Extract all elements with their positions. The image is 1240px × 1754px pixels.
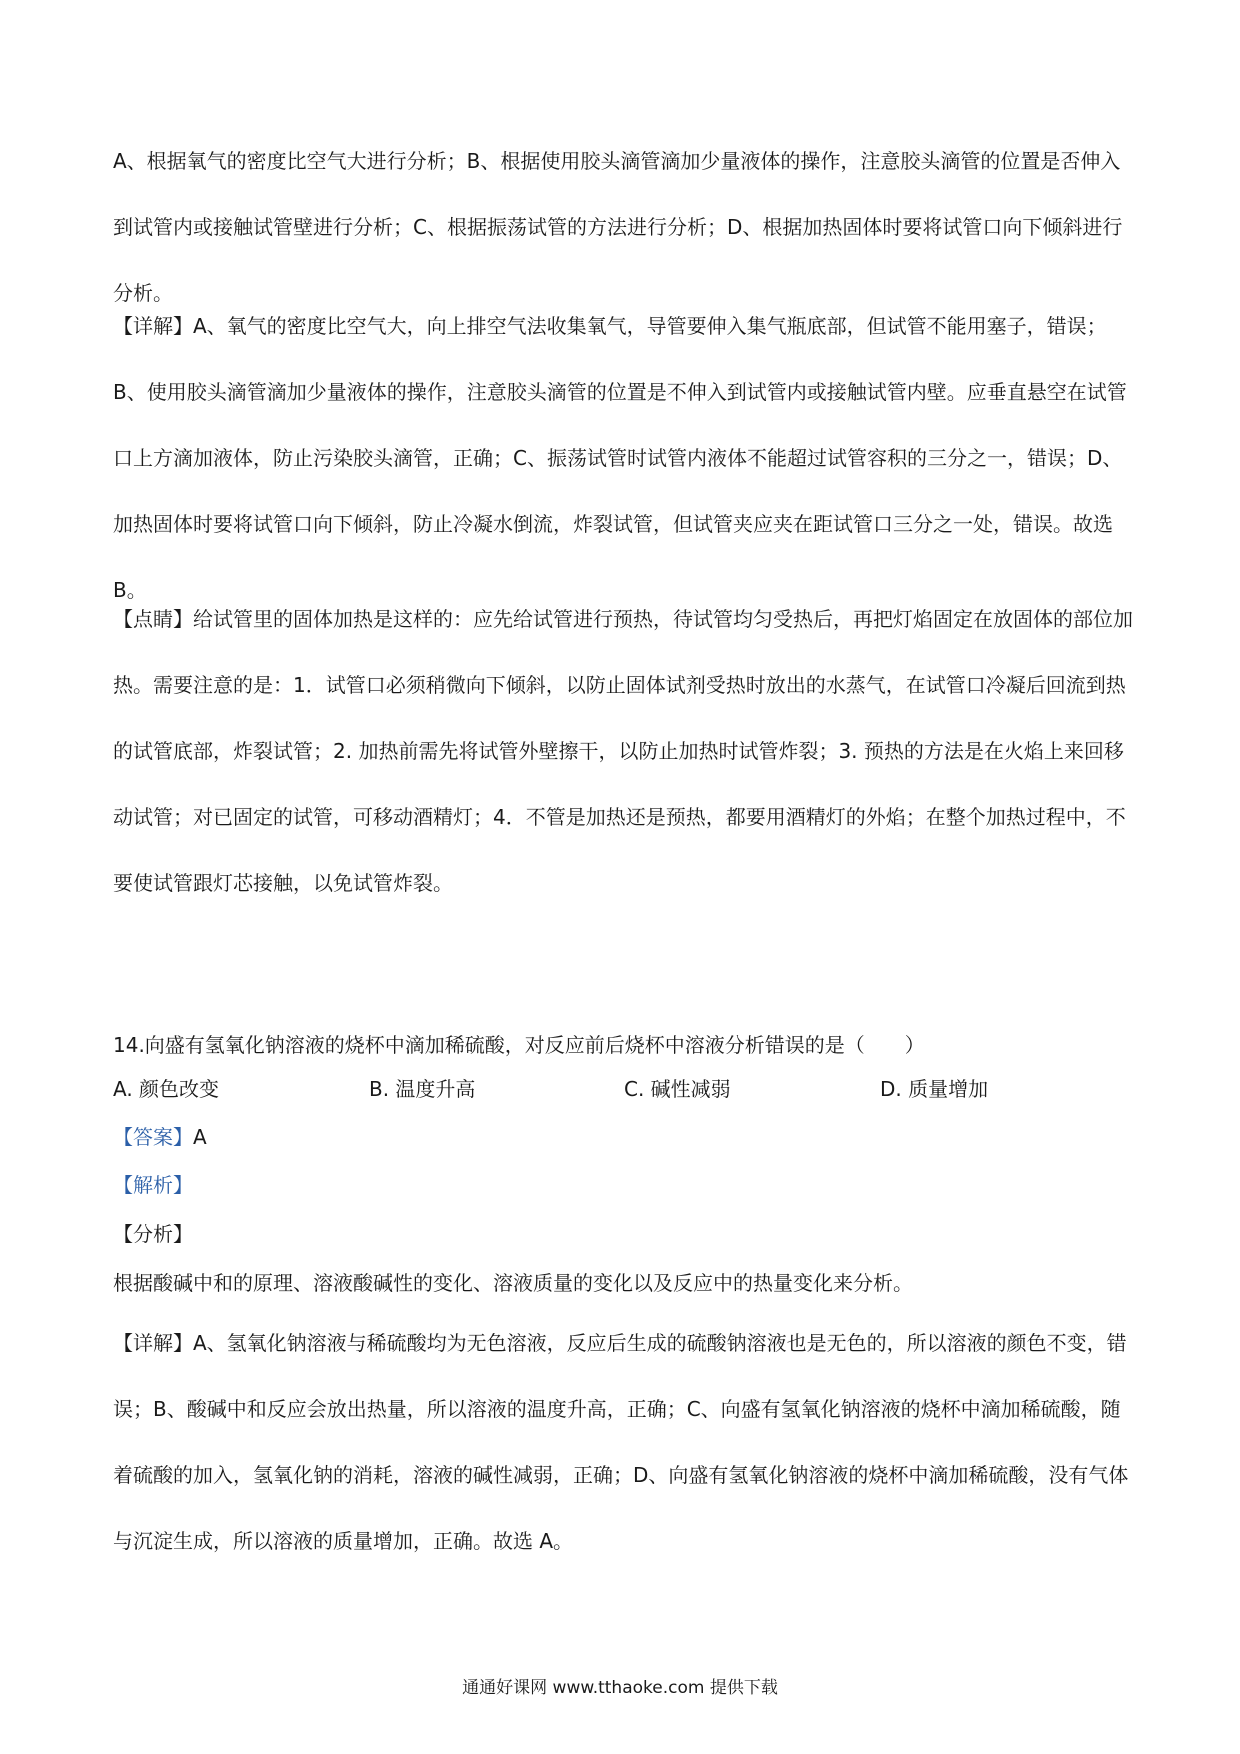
tip-tag: 【点睛】: [113, 607, 193, 631]
detail-text: A、氧气的密度比空气大，向上排空气法收集氧气，导管要伸入集气瓶底部，但试管不能用塞子，错误；B、使用胶头滴管滴加少量液体的操作，注意胶头滴管的位置是不伸入到试管内或接触试管内壁。应垂直悬空在试管口上方滴加液体，防止污染胶头滴管，正确；C、振荡试管时试管内液体不能超过试管容积的三分之一，错误；D、加热固体时要将试管口向下倾斜，防止冷凝水倒流，炸裂试管，但试管夹应夹在距试管口三分之一处，错误。故选 B。: [113, 314, 1127, 602]
detail-paragraph-1: [113, 293, 1137, 623]
tip-paragraph: [113, 586, 1137, 916]
option-b: B. 温度升高: [369, 1077, 476, 1101]
fenxi-text: 根据酸碱中和的原理、溶液酸碱性的变化、溶液质量的变化以及反应中的热量变化来分析。: [113, 1271, 913, 1295]
detail-tag: 【详解】: [113, 314, 193, 338]
analysis-paragraph: A、根据氧气的密度比空气大进行分析；B、根据使用胶头滴管滴加少量液体的操作，注意胶头滴管的位置是否伸入到试管内或接触试管壁进行分析；C、根据振荡试管的方法进行分析；D、根据加热固体时要将试管口向下倾斜进行分析。: [113, 149, 1123, 305]
option-c: C. 碱性减弱: [624, 1077, 731, 1101]
answer-value: A: [193, 1125, 207, 1149]
page-footer: 通通好课网 www.tthaoke.com 提供下载: [462, 1678, 778, 1698]
tip-text: 给试管里的固体加热是这样的：应先给试管进行预热，待试管均匀受热后，再把灯焰固定在放固体的部位加热。需要注意的是：1．试管口必须稍微向下倾斜，以防止固体试剂受热时放出的水蒸气，在试管口冷凝后回流到热的试管底部，炸裂试管；2. 加热前需先将试管外壁擦干，以防止加热时试管炸裂；3. 预热的方法是在火焰上来回移动试管；对已固定的试管，可移动酒精灯；4．不管是加热还是预热，都要用酒精灯的外焰；在整个加热过程中，不要使试管跟灯芯接触，以免试管炸裂。: [113, 607, 1133, 895]
solution-tag: 【解析】: [113, 1173, 193, 1197]
question-stem: 14.向盛有氢氧化钠溶液的烧杯中滴加稀硫酸，对反应前后烧杯中溶液分析错误的是（ ）: [113, 1033, 925, 1057]
option-a: A. 颜色改变: [113, 1077, 220, 1101]
answer-tag: 【答案】: [113, 1125, 193, 1149]
question-detail-text: A、氢氧化钠溶液与稀硫酸均为无色溶液，反应后生成的硫酸钠溶液也是无色的，所以溶液的颜色不变，错误；B、酸碱中和反应会放出热量，所以溶液的温度升高，正确；C、向盛有氢氧化钠溶液的烧杯中滴加稀硫酸，随着硫酸的加入，氢氧化钠的消耗，溶液的碱性减弱，正确；D、向盛有氢氧化钠溶液的烧杯中滴加稀硫酸，没有气体与沉淀生成，所以溶液的质量增加，正确。故选 A。: [113, 1331, 1129, 1553]
question-detail-paragraph: [113, 1310, 1137, 1574]
answer-line: [113, 1122, 207, 1152]
fenxi-tag: 【分析】: [113, 1222, 193, 1246]
option-d: D. 质量增加: [880, 1077, 989, 1101]
question-detail-tag: 【详解】: [113, 1331, 193, 1355]
